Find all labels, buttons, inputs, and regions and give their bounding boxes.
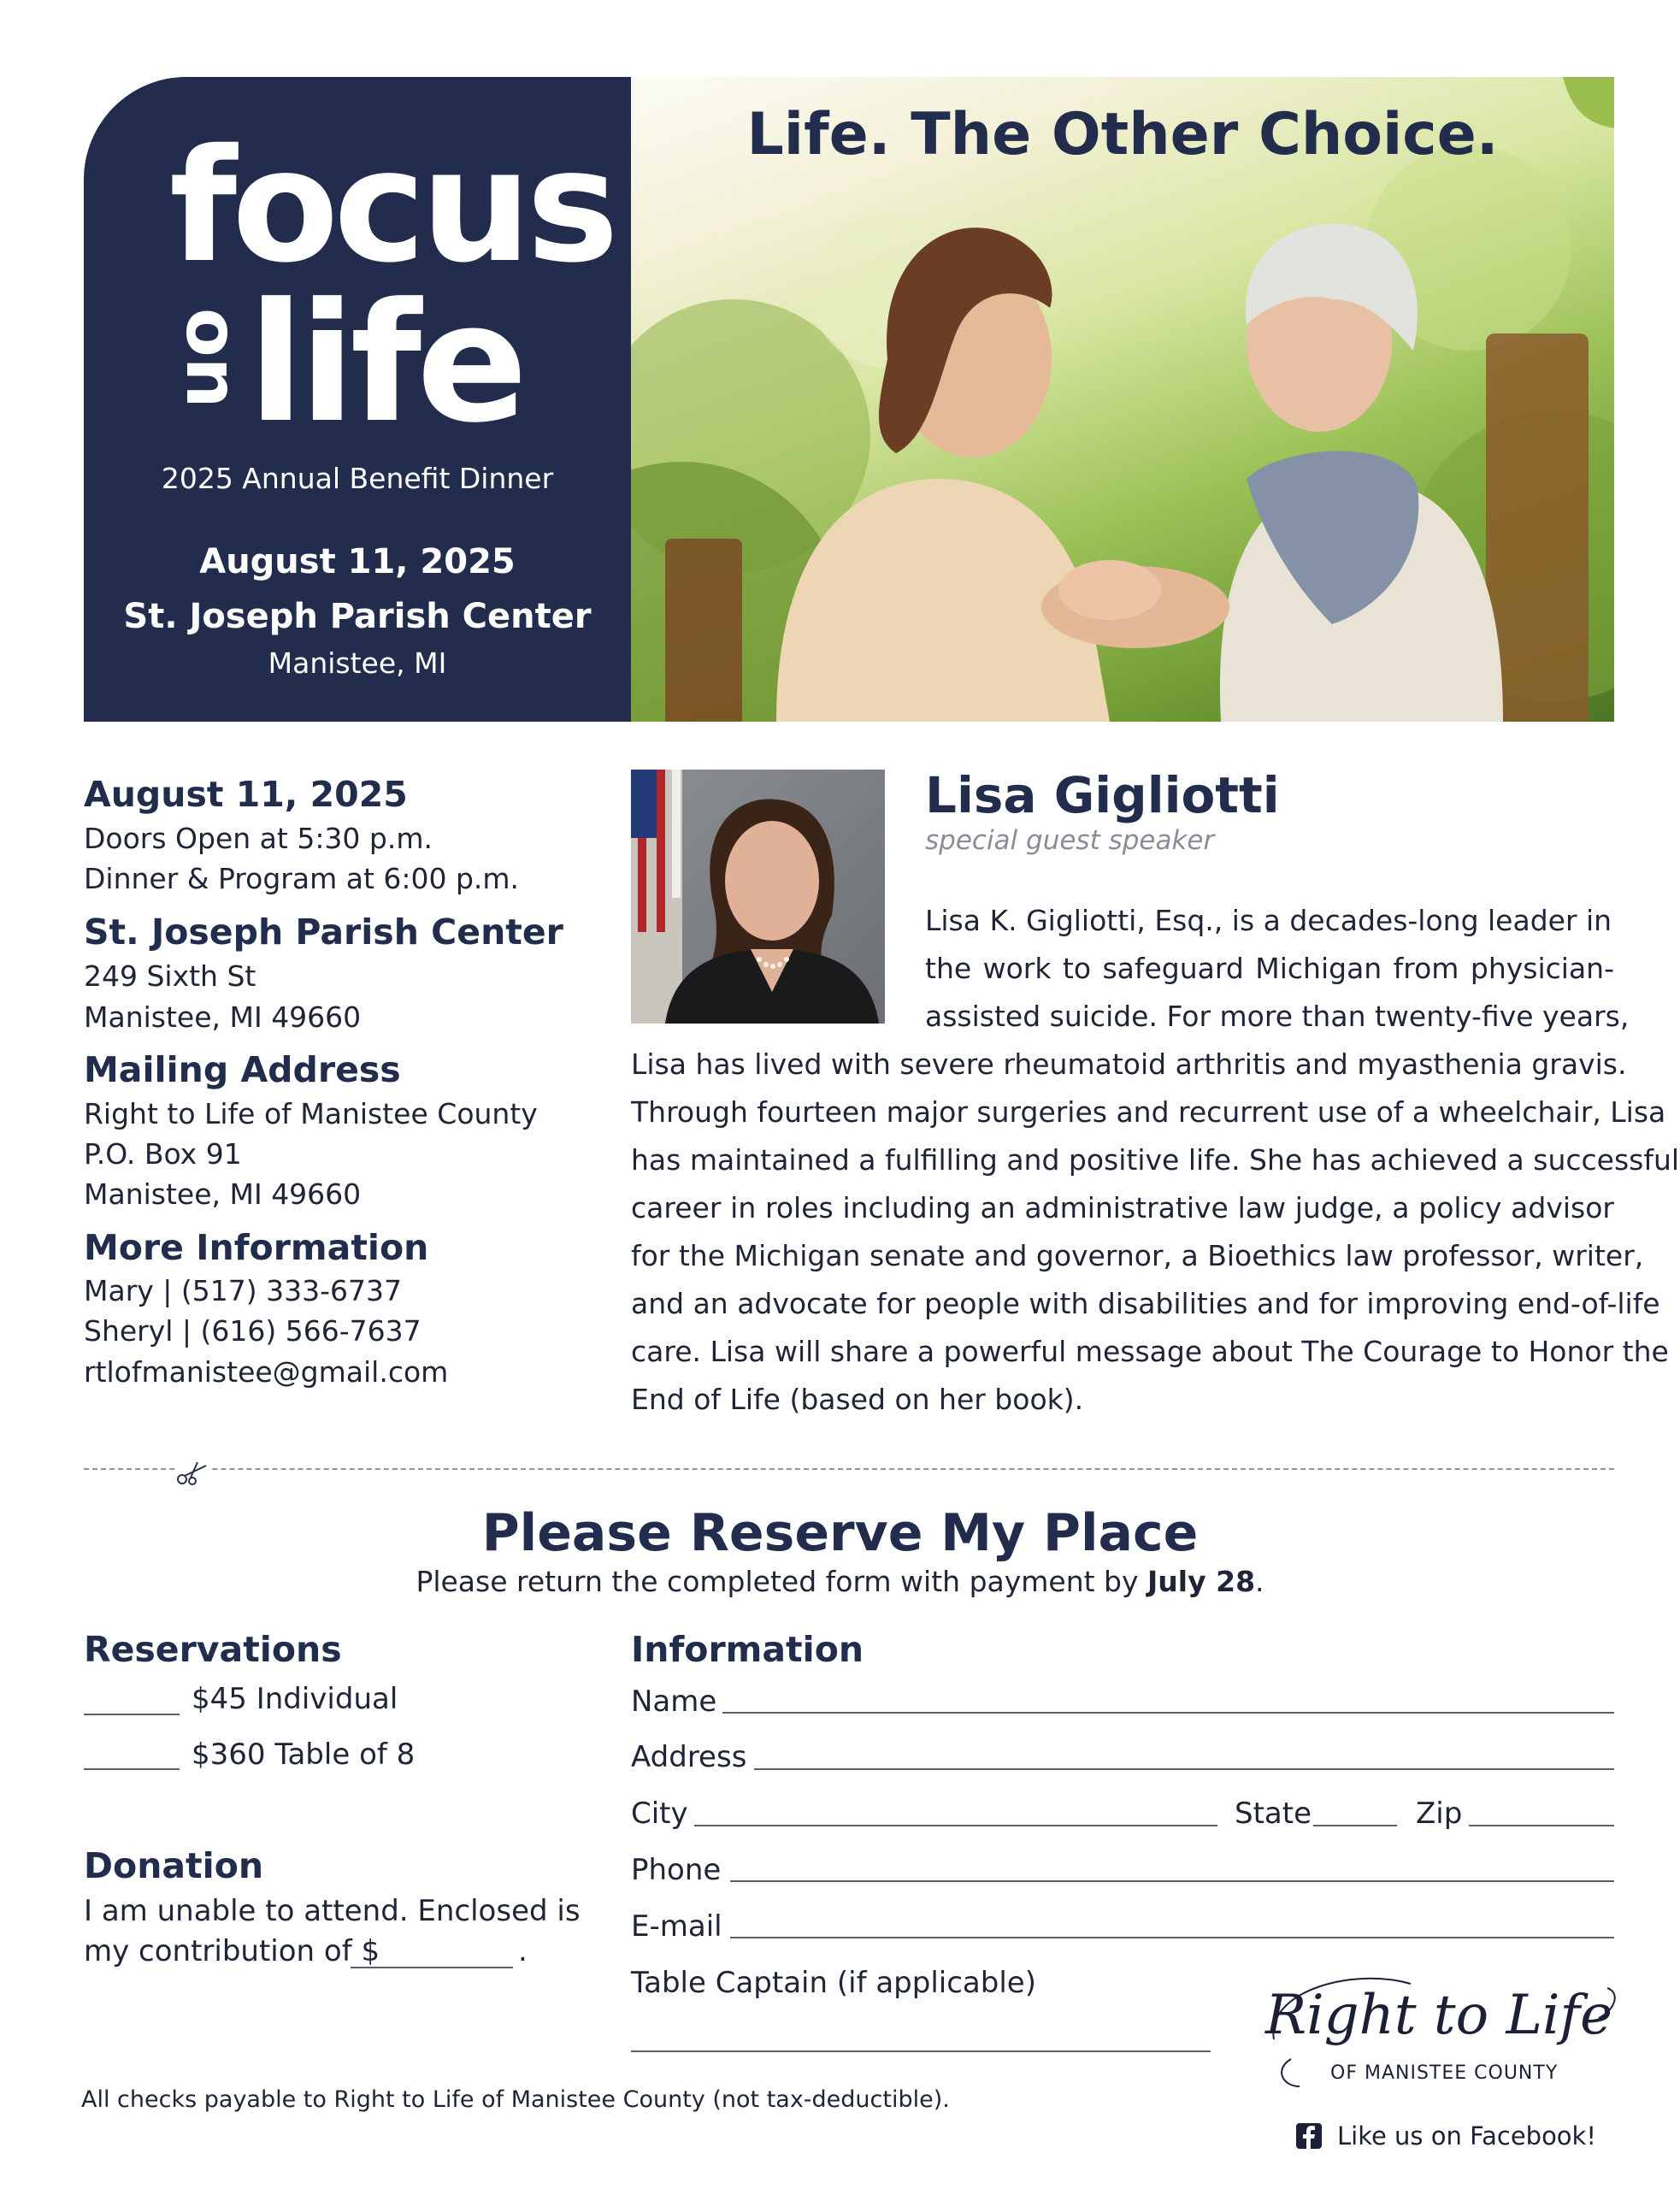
form-subtitle — [0, 1565, 1680, 1598]
speaker-bio-line: and an advocate for people with disabilities and for improving end-of-life — [631, 1287, 1660, 1320]
option-table: $360 Table of 8 — [192, 1738, 416, 1772]
speaker-name: Lisa Gigliotti — [925, 766, 1280, 824]
address-label: Address — [631, 1740, 747, 1774]
logo-county: OF MANISTEE COUNTY — [1330, 2062, 1559, 2084]
contact-sheryl: Sheryl | (616) 566-7637 — [84, 1314, 421, 1348]
contact-email: rtlofmanistee@gmail.com — [84, 1355, 449, 1389]
form-deadline: July 28 — [1147, 1565, 1256, 1598]
speaker-portrait — [631, 770, 885, 1024]
reservations-heading: Reservations — [84, 1629, 342, 1670]
donation-heading: Donation — [84, 1845, 264, 1886]
speaker-bio-line: Lisa K. Gigliotti, Esq., is a decades-long leader in — [925, 904, 1612, 937]
logo-focus-text: focus — [169, 115, 614, 297]
table-captain-field[interactable] — [631, 2050, 1211, 2052]
hero-photo-illustration — [631, 77, 1614, 722]
facebook-icon-glyph — [1296, 2123, 1322, 2149]
table-captain-label: Table Captain (if applicable) — [631, 1966, 1036, 2000]
venue-heading: St. Joseph Parish Center — [84, 912, 563, 953]
hero-photo — [631, 77, 1614, 722]
state-label: State — [1235, 1797, 1312, 1831]
form-subtitle-end: . — [1255, 1565, 1264, 1598]
right-to-life-logo — [1248, 1958, 1624, 2095]
zip-label: Zip — [1416, 1797, 1463, 1831]
facebook-icon[interactable] — [1296, 2123, 1322, 2149]
mailing-org: Right to Life of Manistee County — [84, 1097, 538, 1130]
doors-open-time: Doors Open at 5:30 p.m. — [84, 822, 433, 855]
mailing-city: Manistee, MI 49660 — [84, 1177, 362, 1211]
speaker-bio-line: Through fourteen major surgeries and recurrent use of a wheelchair, Lisa — [631, 1095, 1666, 1129]
logo-script: Right to Life — [1265, 1984, 1613, 2047]
speaker-photo — [631, 770, 885, 1024]
donation-text-2: my contribution of $ — [84, 1934, 380, 1968]
name-field[interactable] — [722, 1712, 1614, 1714]
event-venue: St. Joseph Parish Center — [123, 597, 592, 636]
donation-amount-field[interactable] — [351, 1967, 513, 1968]
phone-label: Phone — [631, 1853, 722, 1887]
speaker-bio-line: End of Life (based on her book). — [631, 1383, 1084, 1416]
more-info-heading: More Information — [84, 1227, 429, 1268]
donation-period: . — [518, 1934, 528, 1968]
speaker-bio-line: career in roles including an administrative law judge, a policy advisor — [631, 1191, 1614, 1224]
venue-city: Manistee, MI 49660 — [84, 1000, 362, 1034]
state-field[interactable] — [1313, 1825, 1397, 1826]
speaker-bio-line: Lisa has lived with severe rheumatoid arthritis and myasthenia gravis. — [631, 1047, 1627, 1081]
individual-quantity-field[interactable] — [84, 1714, 180, 1715]
phone-field[interactable] — [730, 1880, 1614, 1882]
mailing-box: P.O. Box 91 — [84, 1137, 242, 1171]
scissors-icon-glyph — [175, 1460, 209, 1486]
speaker-bio-line: the work to safeguard Michigan from physician- — [925, 952, 1614, 985]
cut-line — [84, 1468, 1614, 1470]
mailing-heading: Mailing Address — [84, 1049, 401, 1090]
address-field[interactable] — [754, 1768, 1614, 1770]
speaker-bio-line: assisted suicide. For more than twenty-five years, — [925, 1000, 1630, 1033]
zip-field[interactable] — [1469, 1825, 1614, 1826]
scissors-icon — [175, 1460, 209, 1486]
details-date-heading: August 11, 2025 — [84, 774, 408, 815]
speaker-bio-line: care. Lisa will share a powerful message about The Courage to Honor the — [631, 1335, 1669, 1368]
event-city: Manistee, MI — [268, 646, 447, 680]
contact-mary: Mary | (517) 333-6737 — [84, 1274, 402, 1307]
table-quantity-field[interactable] — [84, 1768, 180, 1770]
venue-street: 249 Sixth St — [84, 959, 256, 993]
donation-text: I am unable to attend. Enclosed is — [84, 1894, 581, 1928]
city-field[interactable] — [694, 1825, 1217, 1826]
event-date: August 11, 2025 — [199, 542, 516, 581]
speaker-role: special guest speaker — [925, 825, 1215, 856]
tagline: Life. The Other Choice. — [746, 101, 1499, 168]
facebook-link[interactable]: Like us on Facebook! — [1337, 2121, 1596, 2151]
city-label: City — [631, 1797, 688, 1831]
logo-on-word: on — [170, 308, 254, 409]
email-field[interactable] — [730, 1937, 1614, 1938]
speaker-bio-line: for the Michigan senate and governor, a Bioethics law professor, writer, — [631, 1239, 1644, 1272]
checks-note: All checks payable to Right to Life of Manistee County (not tax-deductible). — [81, 2086, 950, 2113]
logo-on-text — [145, 308, 254, 436]
speaker-bio-line: has maintained a fulfilling and positive life. She has achieved a successful — [631, 1143, 1680, 1177]
option-individual: $45 Individual — [192, 1682, 398, 1716]
event-subtitle: 2025 Annual Benefit Dinner — [161, 462, 554, 495]
information-heading: Information — [631, 1629, 864, 1670]
form-title: Please Reserve My Place — [481, 1503, 1199, 1563]
form-subtitle-text: Please return the completed form with payment by — [416, 1565, 1148, 1598]
name-label: Name — [631, 1685, 717, 1719]
email-label: E-mail — [631, 1909, 722, 1944]
dinner-time: Dinner & Program at 6:00 p.m. — [84, 862, 520, 895]
logo-life-text: life — [248, 268, 523, 459]
